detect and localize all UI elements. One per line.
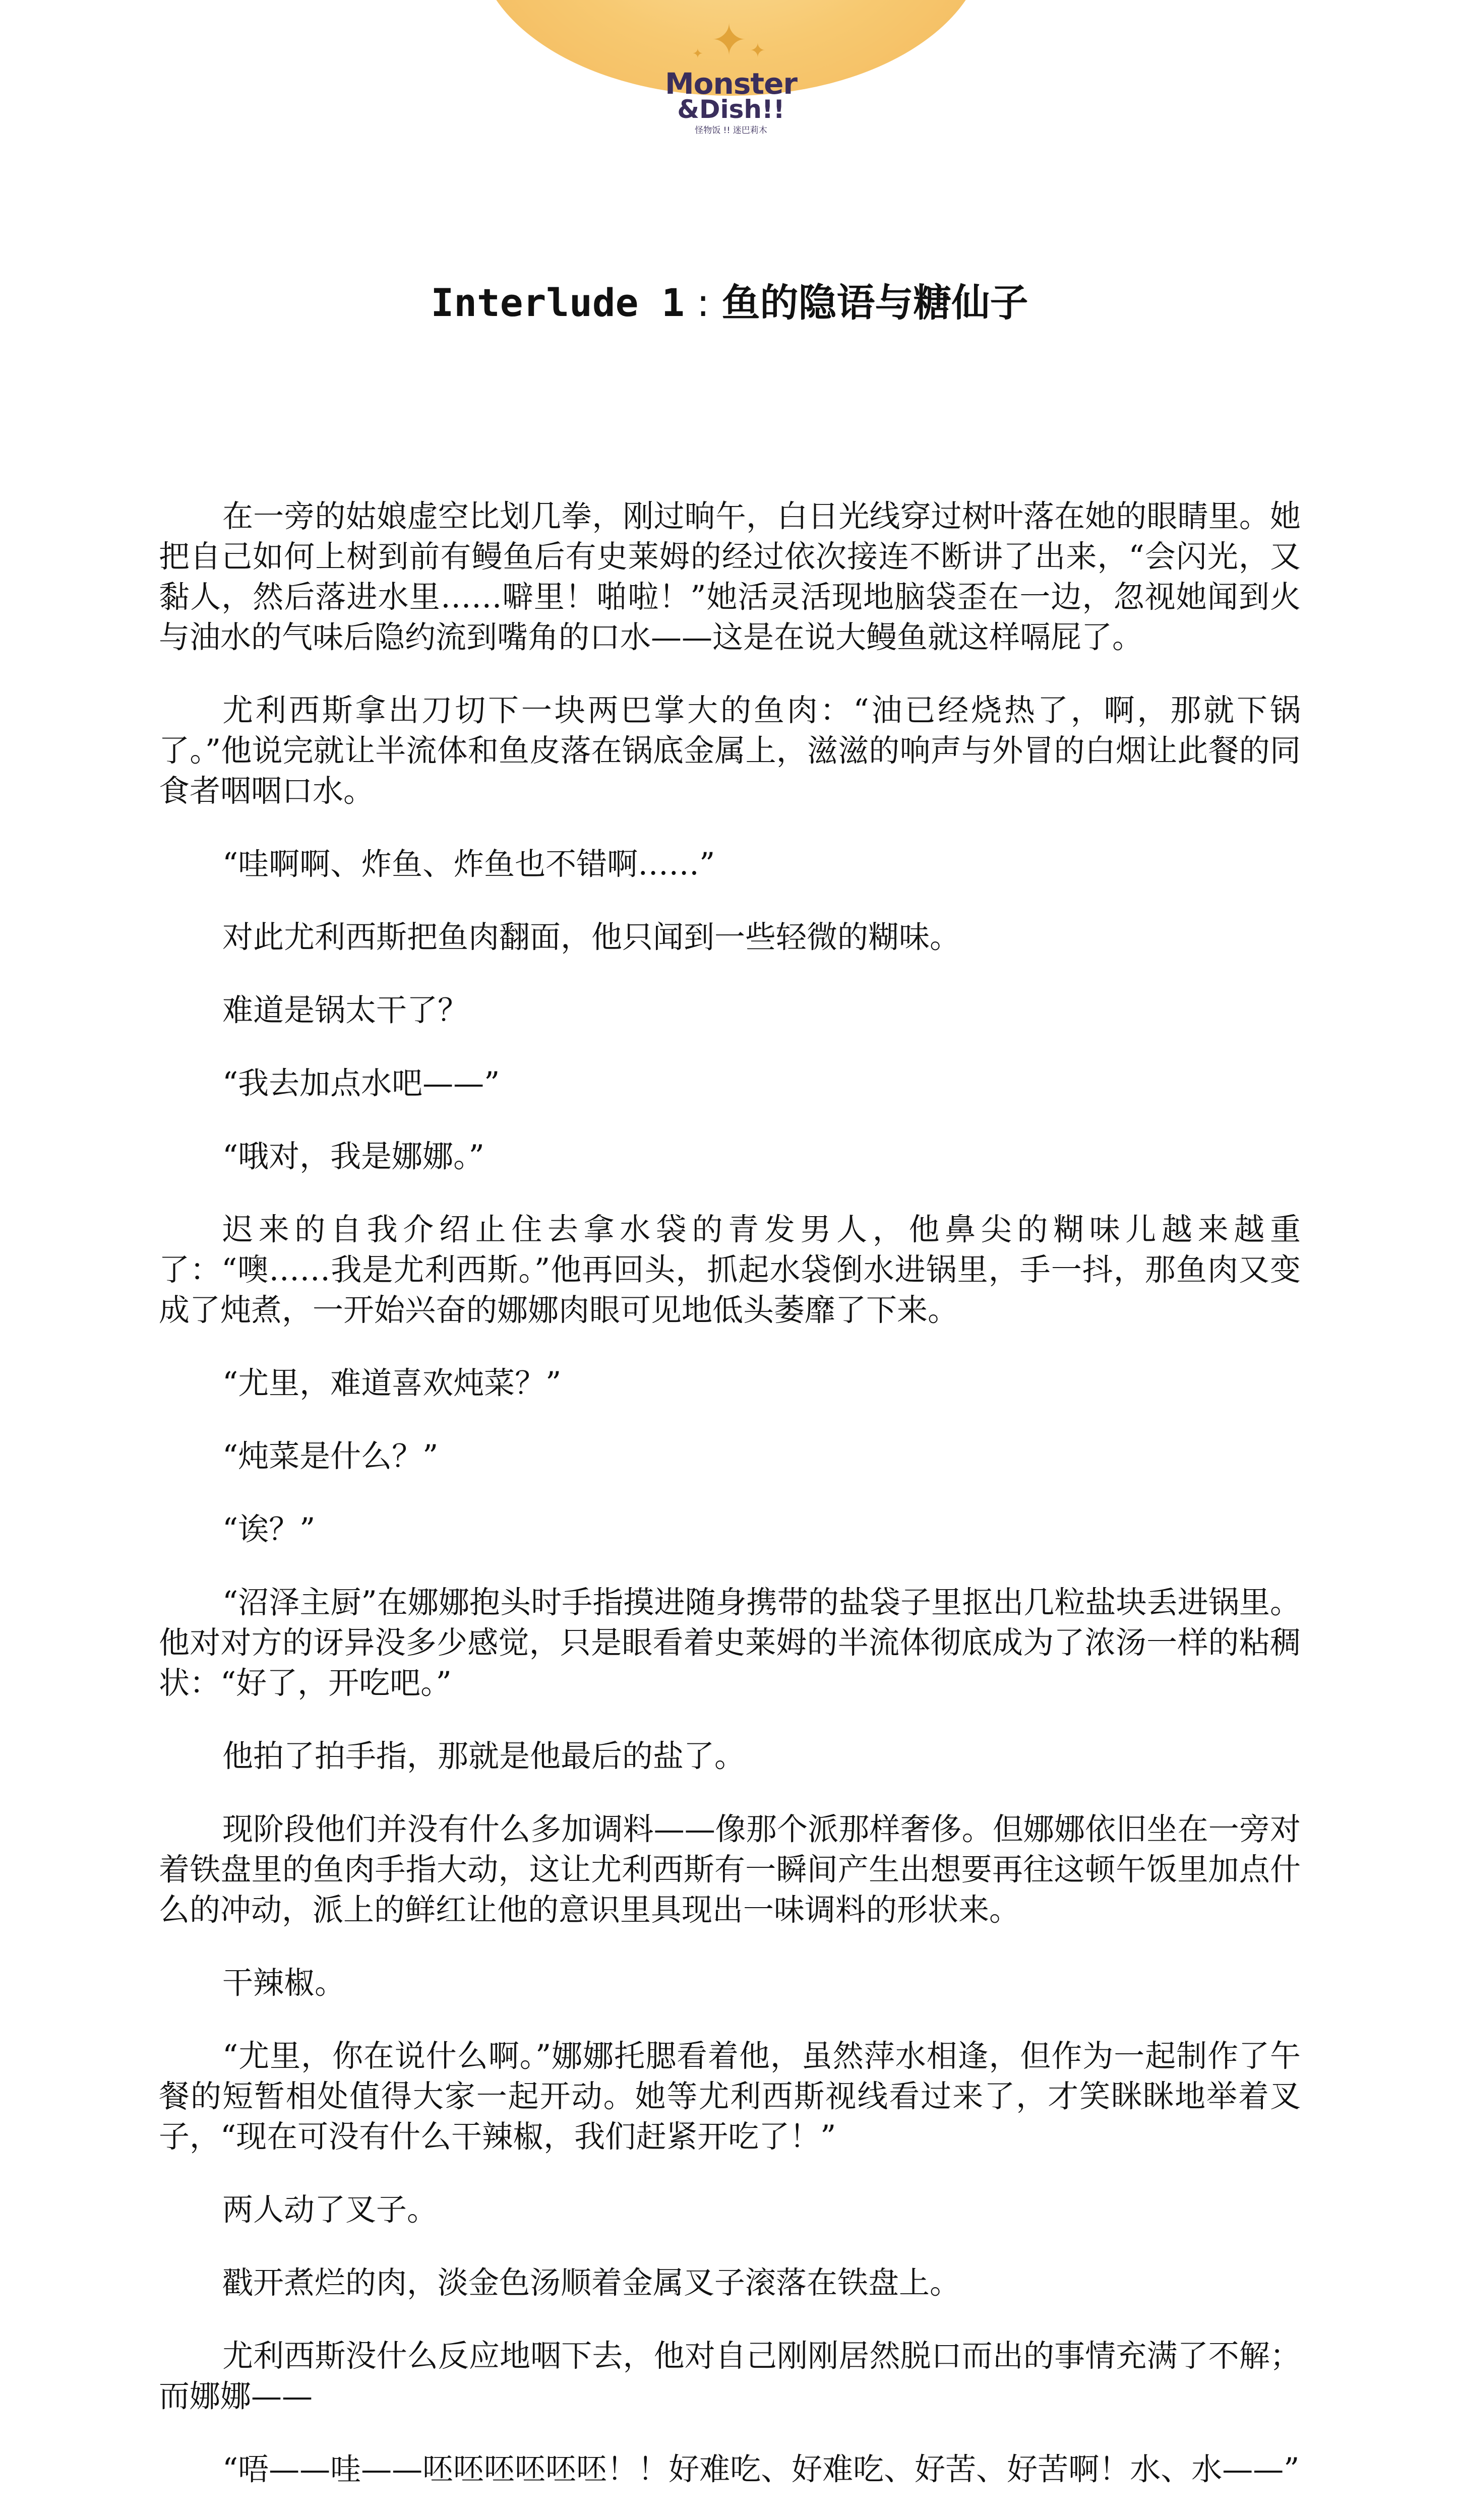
paragraph: “哇啊啊、炸鱼、炸鱼也不错啊……” xyxy=(222,846,715,882)
paragraph: 现阶段他们并没有什么多加调料——像那个派那样奢侈。但娜娜依旧坐在一旁对着铁盘里的鱼肉手指大动，这让尤利西斯有一瞬间产生出想要再往这顿午饭里加点什么的冲动，派上的鲜红让他的意识里具现出一味调料的形状来。 xyxy=(159,1811,1301,1928)
paragraph: “尤里，你在说什么啊。”娜娜托腮看着他，虽然萍水相逢，但作为一起制作了午餐的短暂相处值得大家一起开动。她等尤利西斯视线看过来了，才笑眯眯地举着叉子，“现在可没有什么干辣椒，我们赶紧开吃了！” xyxy=(159,2038,1301,2155)
paragraph: 在一旁的姑娘虚空比划几拳，刚过晌午，白日光线穿过树叶落在她的眼睛里。她把自己如何上树到前有鳗鱼后有史莱姆的经过依次接连不断讲了出来，“会闪光，又黏人，然后落进水里……噼里！啪啦！”她活灵活现地脑袋歪在一边，忽视她闻到火与油水的气味后隐约流到嘴角的口水——这是在说大鳗鱼就这样嗝屁了。 xyxy=(159,498,1301,655)
paragraph: “炖菜是什么？” xyxy=(222,1438,439,1474)
paragraph: 两人动了叉子。 xyxy=(222,2192,438,2228)
sparkle-icon: ✦ xyxy=(750,39,766,61)
monster-dish-logo xyxy=(648,10,814,136)
paragraph: 尤利西斯拿出刀切下一块两巴掌大的鱼肉：“油已经烧热了，啊，那就下锅了。”他说完就让半流体和鱼皮落在锅底金属上，滋滋的响声与外冒的白烟让此餐的同食者咽咽口水。 xyxy=(159,692,1301,809)
chapter-title-separator: : xyxy=(696,280,710,325)
story-body xyxy=(159,496,1301,2520)
paragraph: “唔——哇——呸呸呸呸呸呸！！好难吃、好难吃、好苦、好苦啊！水、水——” xyxy=(222,2451,1300,2487)
paragraph: “沼泽主厨”在娜娜抱头时手指摸进随身携带的盐袋子里抠出几粒盐块丢进锅里。他对对方的讶异没多少感觉，只是眼看着史莱姆的半流体彻底成为了浓汤一样的粘稠状：“好了，开吃吧。” xyxy=(159,1585,1301,1701)
chapter-title-latin: Interlude 1 xyxy=(431,280,685,325)
paragraph: 干辣椒。 xyxy=(222,1965,346,2001)
paragraph: 尤利西斯没什么反应地咽下去，他对自己刚刚居然脱口而出的事情充满了不解；而娜娜—— xyxy=(159,2338,1301,2414)
paragraph: “尤里，难道喜欢炖菜？” xyxy=(222,1365,562,1401)
paragraph: “我去加点水吧——” xyxy=(222,1065,500,1101)
chapter-title-chinese: 鱼的隐语与糖仙子 xyxy=(721,280,1028,325)
paragraph: “哦对，我是娜娜。” xyxy=(222,1139,484,1174)
logo-text-line2: &Dish!! xyxy=(677,95,785,124)
paragraph: 对此尤利西斯把鱼肉翻面，他只闻到一些轻微的糊味。 xyxy=(222,919,961,955)
logo-text-line1: Monster xyxy=(664,67,798,101)
paragraph: “诶？” xyxy=(222,1511,316,1547)
chapter-title xyxy=(0,272,1459,327)
sparkle-icon: ✦ xyxy=(692,46,703,61)
paragraph: 迟来的自我介绍止住去拿水袋的青发男人，他鼻尖的糊味儿越来越重了：“噢……我是尤利西斯。”他再回头，抓起水袋倒水进锅里，手一抖，那鱼肉又变成了炖煮，一开始兴奋的娜娜肉眼可见地低头萎靡了下来。 xyxy=(159,1212,1301,1328)
logo-subtitle: 怪物饭 !! 迷巴莉木 xyxy=(695,125,767,136)
paragraph: 难道是锅太干了？ xyxy=(222,992,469,1028)
sparkle-icon: ✦ xyxy=(711,15,748,66)
paragraph: 戳开煮烂的肉，淡金色汤顺着金属叉子滚落在铁盘上。 xyxy=(222,2265,961,2301)
paragraph: 他拍了拍手指，那就是他最后的盐了。 xyxy=(222,1738,746,1774)
